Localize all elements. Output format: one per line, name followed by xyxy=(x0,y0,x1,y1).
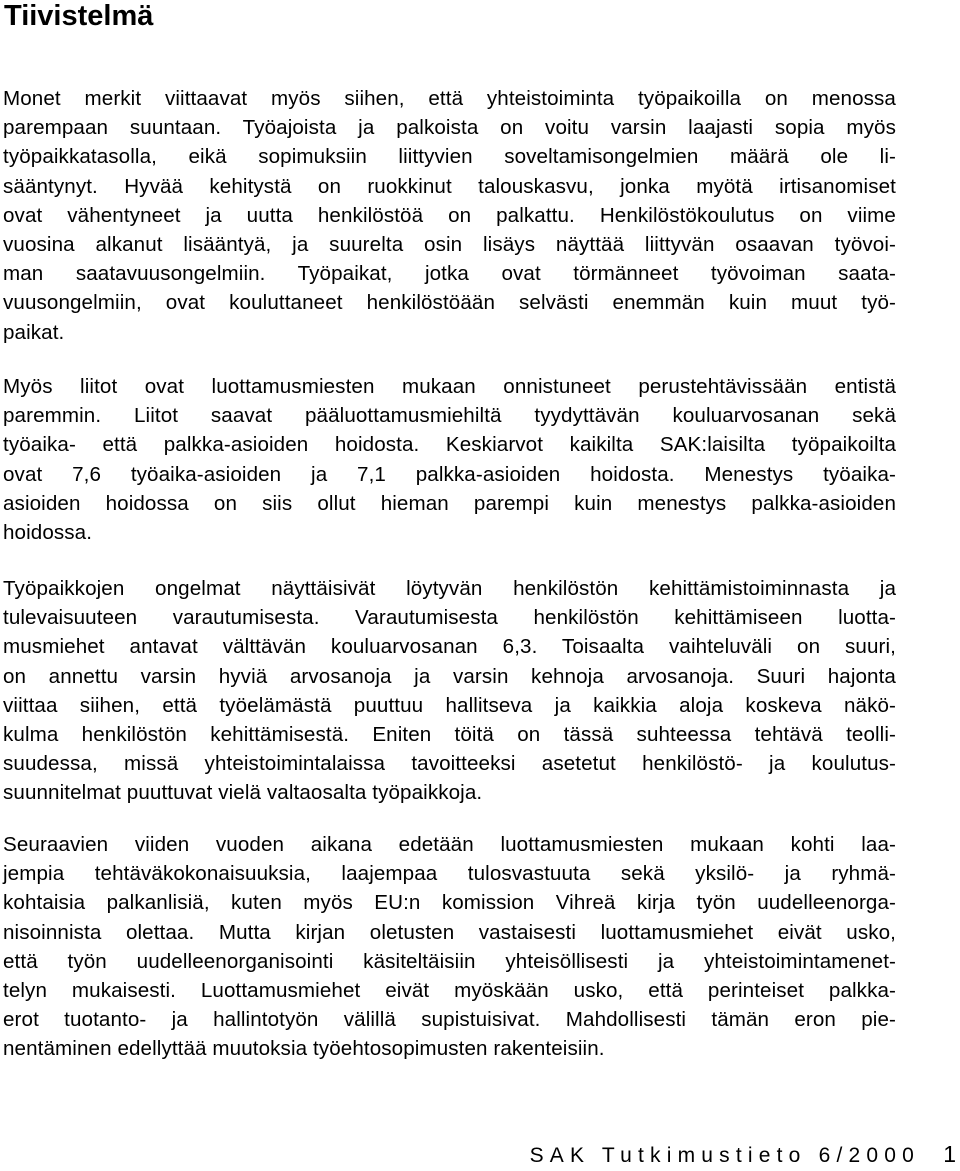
paragraph-line: parempaan suuntaan. Työajoista ja palkoista on voitu varsin laajasti sopia myös xyxy=(3,116,896,140)
paragraph-line: suunnitelmat puuttuvat vielä valtaosalta työpaikkoja. xyxy=(3,781,483,805)
page-number: 1 xyxy=(943,1141,956,1167)
page-title: Tiivistelmä xyxy=(4,0,154,32)
publication-footer: SAK Tutkimustieto 6/2000 xyxy=(529,1144,920,1167)
paragraph-line: man saatavuusongelmiin. Työpaikat, jotka ovat törmänneet työvoiman saata- xyxy=(3,262,896,286)
paragraph-line: Seuraavien viiden vuoden aikana edetään luottamusmiesten mukaan kohti laa- xyxy=(3,833,896,856)
paragraph-line: Monet merkit viittaavat myös siihen, että yhteistoiminta työpaikoilla on menossa xyxy=(3,87,896,110)
paragraph-line: musmiehet antavat välttävän kouluarvosanan 6,3. Toisaalta vaihteluväli on suuri, xyxy=(3,635,896,659)
paragraph-line: erot tuotanto- ja hallintotyön välillä supistuisivat. Mahdollisesti tämän eron pie- xyxy=(3,1008,896,1032)
paragraph-line: tulevaisuuteen varautumisesta. Varautumisesta henkilöstön kehittämiseen luotta- xyxy=(3,606,896,630)
paragraph-line: kohtaisia palkanlisiä, kuten myös EU:n komission Vihreä kirja työn uudelleenorga- xyxy=(3,891,896,915)
paragraph-line: on annettu varsin hyviä arvosanoja ja varsin kehnoja arvosanoja. Suuri hajonta xyxy=(3,664,896,688)
paragraph-line: sääntynyt. Hyvää kehitystä on ruokkinut talouskasvu, jonka myötä irtisanomiset xyxy=(3,174,896,198)
paragraph-line: suudessa, missä yhteistoimintalaissa tavoitteeksi asetetut henkilöstö- ja koulutus- xyxy=(3,752,896,776)
paragraph-line: että työn uudelleenorganisointi käsiteltäisiin yhteisöllisesti ja yhteistoimintamenet- xyxy=(3,949,896,973)
paragraph-line: työaika- että palkka-asioiden hoidosta. Keskiarvot kaikilta SAK:laisilta työpaikoilta xyxy=(3,433,896,457)
paragraph-line: nisoinnista olettaa. Mutta kirjan oletusten vastaisesti luottamusmiehet eivät usko, xyxy=(3,920,896,944)
paragraph-line: vuosina alkanut lisääntyä, ja suurelta osin lisäys näyttää liittyvän osaavan työvoi- xyxy=(3,233,896,256)
paragraph-line: asioiden hoidossa on siis ollut hieman parempi kuin menestys palkka-asioiden xyxy=(3,491,896,515)
paragraph-line: kulma henkilöstön kehittämisestä. Eniten töitä on tässä suhteessa tehtävä teolli- xyxy=(3,723,896,746)
paragraph-line: jempia tehtäväkokonaisuuksia, laajempaa tulosvastuuta sekä yksilö- ja ryhmä- xyxy=(3,862,896,886)
paragraph-line: ovat vähentyneet ja uutta henkilöstöä on palkattu. Henkilöstökoulutus on viime xyxy=(3,203,896,227)
paragraph-line: vuusongelmiin, ovat kouluttaneet henkilöstöään selvästi enemmän kuin muut työ- xyxy=(3,291,896,315)
paragraph-line: Työpaikkojen ongelmat näyttäisivät löytyvän henkilöstön kehittämistoiminnasta ja xyxy=(3,577,896,600)
paragraph-line: ovat 7,6 työaika-asioiden ja 7,1 palkka-asioiden hoidosta. Menestys työaika- xyxy=(3,462,896,486)
paragraph-line: Myös liitot ovat luottamusmiesten mukaan onnistuneet perustehtävissään entistä xyxy=(3,375,896,398)
paragraph-line: työpaikkatasolla, eikä sopimuksiin liittyvien soveltamisongelmien määrä ole li- xyxy=(3,145,896,169)
paragraph-line: paikat. xyxy=(3,320,65,344)
paragraph-line: viittaa siihen, että työelämästä puuttuu hallitseva ja kaikkia aloja koskeva näkö- xyxy=(3,693,896,717)
paragraph-line: hoidossa. xyxy=(3,521,93,544)
paragraph-line: nentäminen edellyttää muutoksia työehtosopimusten rakenteisiin. xyxy=(3,1037,605,1061)
page-footer xyxy=(0,1141,960,1171)
paragraph-line: paremmin. Liitot saavat pääluottamusmiehiltä tyydyttävän kouluarvosanan sekä xyxy=(3,404,896,428)
paragraph-line: telyn mukaisesti. Luottamusmiehet eivät myöskään usko, että perinteiset palkka- xyxy=(3,979,896,1002)
